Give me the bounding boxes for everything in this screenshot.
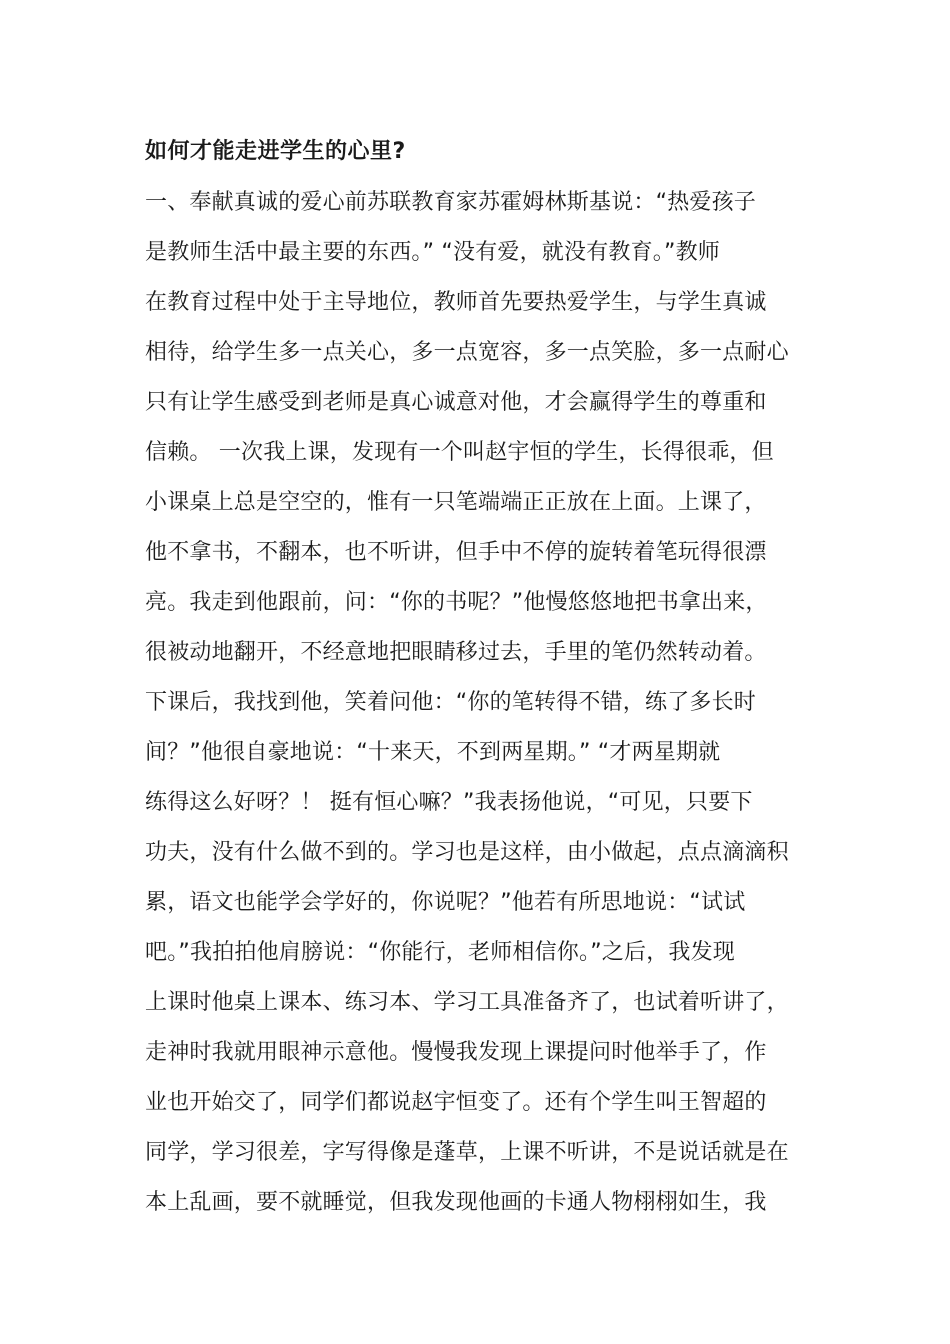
text-line: 小课桌上总是空空的，惟有一只笔端端正正放在上面。上课了， [145, 490, 767, 515]
text-line: 只有让学生感受到老师是真心诚意对他，才会赢得学生的尊重和 [145, 390, 767, 415]
text-line: 相待，给学生多一点关心，多一点宽容，多一点笑脸，多一点耐心 [145, 340, 789, 365]
text-line: 吧。”我拍拍他肩膀说：“你能行，老师相信你。”之后，我发现 [145, 940, 735, 965]
text-line: 本上乱画，要不就睡觉，但我发现他画的卡通人物栩栩如生，我 [145, 1190, 767, 1215]
text-line: 他不拿书，不翻本，也不听讲，但手中不停的旋转着笔玩得很漂 [145, 540, 767, 565]
text-line: 同学，学习很差，字写得像是蓬草，上课不听讲，不是说话就是在 [145, 1140, 789, 1165]
text-line: 信赖。 一次我上课，发现有一个叫赵宇恒的学生，长得很乖，但 [145, 440, 774, 465]
text-line: 下课后，我找到他，笑着问他：“你的笔转得不错，练了多长时 [145, 690, 756, 715]
text-line: 业也开始交了，同学们都说赵宇恒变了。还有个学生叫王智超的 [145, 1090, 767, 1115]
text-line: 一、奉献真诚的爱心前苏联教育家苏霍姆林斯基说：“热爱孩子 [145, 190, 756, 215]
text-line: 间？”他很自豪地说：“十来天，不到两星期。” “才两星期就 [145, 740, 721, 765]
document-title: 如何才能走进学生的心里? [145, 139, 406, 164]
text-line: 是教师生活中最主要的东西。” “没有爱，就没有教育。”教师 [145, 240, 720, 265]
text-line: 亮。我走到他跟前，问：“你的书呢？”他慢悠悠地把书拿出来， [145, 590, 768, 615]
text-line: 上课时他桌上课本、练习本、学习工具准备齐了，也试着听讲了， [145, 990, 789, 1015]
document-body [145, 178, 825, 1228]
text-line: 累，语文也能学会学好的，你说呢？”他若有所思地说：“试试 [145, 890, 746, 915]
text-line: 在教育过程中处于主导地位，教师首先要热爱学生，与学生真诚 [145, 290, 767, 315]
text-line: 练得这么好呀？！ 挺有恒心嘛？”我表扬他说，“可见，只要下 [145, 790, 753, 815]
text-line: 很被动地翻开，不经意地把眼睛移过去，手里的笔仍然转动着。 [145, 640, 767, 665]
text-line: 功夫，没有什么做不到的。学习也是这样，由小做起，点点滴滴积 [145, 840, 789, 865]
text-line: 走神时我就用眼神示意他。慢慢我发现上课提问时他举手了，作 [145, 1040, 767, 1065]
